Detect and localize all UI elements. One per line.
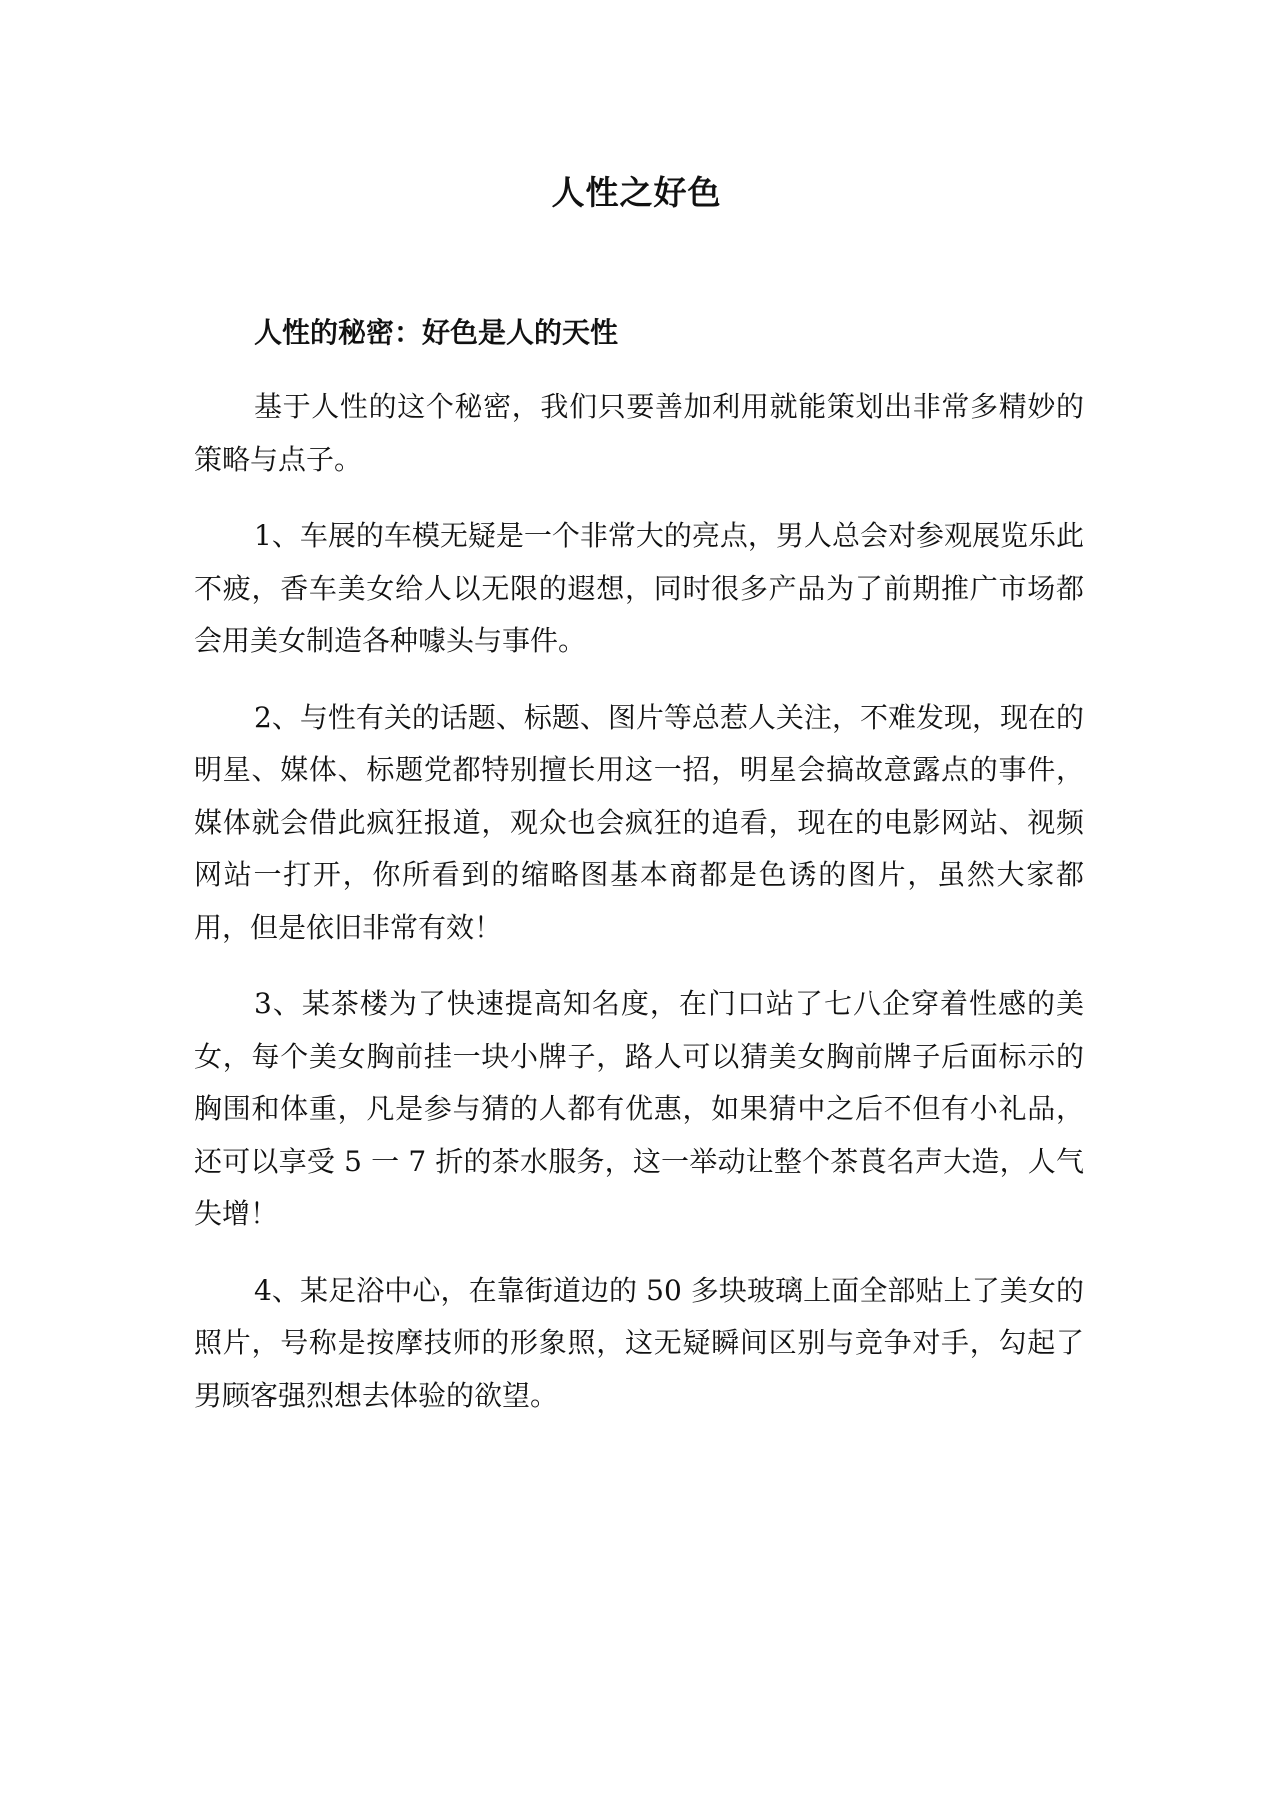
paragraph-4: 4、某足浴中心，在靠街道边的 50 多块玻璃上面全部贴上了美女的照片，号称是按摩技师的形象照，这无疑瞬间区别与竞争对手，勾起了男顾客强烈想去体验的欲望。 bbox=[194, 1273, 1084, 1412]
document-body bbox=[194, 303, 1084, 1446]
paragraph-1: 1、车展的车模无疑是一个非常大的亮点，男人总会对参观展览乐此不疲，香车美女给人以无限的遐想，同时很多产品为了前期推广市场都会用美女制造各种噱头与事件。 bbox=[194, 519, 1084, 657]
document-title: 人性之好色 bbox=[551, 173, 722, 212]
paragraph-3: 3、某茶楼为了快速提高知名度，在门口站了七八企穿着性感的美女，每个美女胸前挂一块小牌子，路人可以猜美女胸前牌子后面标示的胸围和体重，凡是参与猜的人都有优惠，如果猜中之后不但有小礼品，还可以享受 5 一 7 折的茶水服务，这一举动让整个茶莨名声大造，人气失增！ bbox=[194, 987, 1084, 1230]
paragraph-intro: 基于人性的这个秘密，我们只要善加利用就能策划出非常多精妙的策略与点子。 bbox=[194, 390, 1084, 476]
section-heading: 人性的秘密：好色是人的天性 bbox=[254, 316, 619, 349]
paragraph-2: 2、与性有关的话题、标题、图片等总惹人关注，不难发现，现在的明星、媒体、标题党都特别擅长用这一招，明星会搞故意露点的事件，媒体就会借此疯狂报道，观众也会疯狂的追看，现在的电影网站、视频网站一打开，你所看到的缩略图基本商都是色诱的图片，虽然大家都用，但是依旧非常有效！ bbox=[194, 700, 1084, 944]
